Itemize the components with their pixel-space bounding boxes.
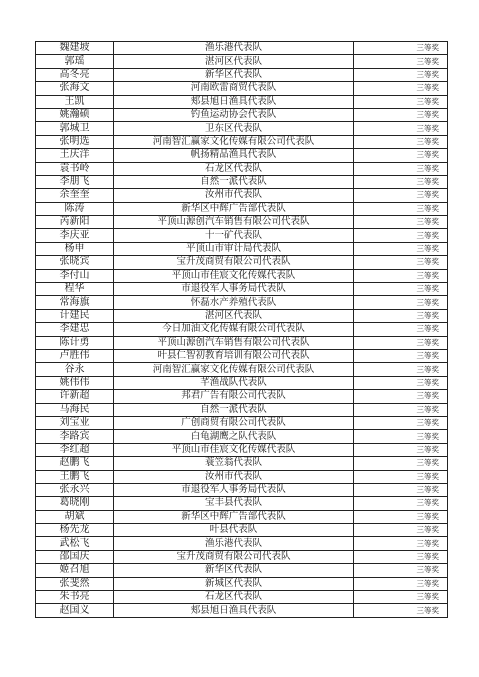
winner-name-cell: 余奎奎	[36, 189, 114, 202]
winner-name-cell: 计建民	[36, 309, 114, 322]
award-level-cell: 三等奖	[354, 216, 448, 229]
table-row	[36, 550, 448, 563]
team-name-cell: 叶县仁智初教育培训有限公司代表队	[114, 349, 354, 362]
award-level-cell: 三等奖	[354, 577, 448, 590]
team-name-cell: 宝升茂商贸有限公司代表队	[114, 256, 354, 269]
award-level-cell: 三等奖	[354, 309, 448, 322]
team-name-cell: 自然一派代表队	[114, 175, 354, 188]
award-level-cell: 三等奖	[354, 390, 448, 403]
award-level-cell: 三等奖	[354, 363, 448, 376]
award-level-cell: 三等奖	[354, 149, 448, 162]
table-row	[36, 577, 448, 590]
team-name-cell: 市退役军人事务局代表队	[114, 283, 354, 296]
award-level-cell: 三等奖	[354, 269, 448, 282]
table-row	[36, 510, 448, 523]
table-row	[36, 430, 448, 443]
table-row	[36, 175, 448, 188]
table-row	[36, 591, 448, 604]
winner-name-cell: 赵鹏飞	[36, 457, 114, 470]
team-name-cell: 新华区中辉广告部代表队	[114, 510, 354, 523]
award-level-cell: 三等奖	[354, 470, 448, 483]
winner-name-cell: 张海文	[36, 82, 114, 95]
winner-name-cell: 武松飞	[36, 537, 114, 550]
table-row	[36, 42, 448, 55]
table-row	[36, 537, 448, 550]
award-level-cell: 三等奖	[354, 497, 448, 510]
table-row	[36, 336, 448, 349]
team-name-cell: 自然一派代表队	[114, 403, 354, 416]
table-row	[36, 403, 448, 416]
winner-name-cell: 卢胜伟	[36, 349, 114, 362]
winner-name-cell: 李付山	[36, 269, 114, 282]
table-row	[36, 416, 448, 429]
team-name-cell: 郏县旭日渔具代表队	[114, 604, 354, 617]
table-row	[36, 216, 448, 229]
table-row	[36, 604, 448, 617]
winner-name-cell: 马海民	[36, 403, 114, 416]
table-row	[36, 457, 448, 470]
table-row	[36, 256, 448, 269]
award-level-cell: 三等奖	[354, 349, 448, 362]
team-name-cell: 白龟湖鹰之队代表队	[114, 430, 354, 443]
table-row	[36, 68, 448, 81]
table-row	[36, 296, 448, 309]
award-level-cell: 三等奖	[354, 202, 448, 215]
winner-name-cell: 李红超	[36, 443, 114, 456]
winner-name-cell: 李建忠	[36, 323, 114, 336]
award-level-cell: 三等奖	[354, 242, 448, 255]
winner-name-cell: 朱书亮	[36, 591, 114, 604]
winner-name-cell: 赵国义	[36, 604, 114, 617]
team-name-cell: 蓑笠翁代表队	[114, 457, 354, 470]
winner-name-cell: 芮新阳	[36, 216, 114, 229]
team-name-cell: 新华区中辉广告部代表队	[114, 202, 354, 215]
table-row	[36, 189, 448, 202]
team-name-cell: 石龙区代表队	[114, 591, 354, 604]
award-level-cell: 三等奖	[354, 256, 448, 269]
award-level-cell: 三等奖	[354, 135, 448, 148]
team-name-cell: 渔乐港代表队	[114, 42, 354, 55]
team-name-cell: 芊渔战队代表队	[114, 376, 354, 389]
award-level-cell: 三等奖	[354, 229, 448, 242]
winner-name-cell: 胡斌	[36, 510, 114, 523]
team-name-cell: 帆扬精品渔具代表队	[114, 149, 354, 162]
table-row	[36, 564, 448, 577]
table-row	[36, 55, 448, 68]
award-level-cell: 三等奖	[354, 537, 448, 550]
winner-name-cell: 王鹏飞	[36, 470, 114, 483]
table-row	[36, 269, 448, 282]
team-name-cell: 平顶山市佳宸文化传媒代表队	[114, 443, 354, 456]
award-table	[35, 41, 448, 618]
award-level-cell: 三等奖	[354, 416, 448, 429]
table-row	[36, 162, 448, 175]
team-name-cell: 宝升茂商贸有限公司代表队	[114, 550, 354, 563]
team-name-cell: 宝丰县代表队	[114, 497, 354, 510]
team-name-cell: 湛河区代表队	[114, 309, 354, 322]
winner-name-cell: 姚伟伟	[36, 376, 114, 389]
team-name-cell: 邦君广告有限公司代表队	[114, 390, 354, 403]
table-row	[36, 135, 448, 148]
table-row	[36, 108, 448, 121]
award-level-cell: 三等奖	[354, 283, 448, 296]
award-level-cell: 三等奖	[354, 550, 448, 563]
winner-name-cell: 袁书岭	[36, 162, 114, 175]
table-row	[36, 95, 448, 108]
winner-name-cell: 姬召旭	[36, 564, 114, 577]
award-level-cell: 三等奖	[354, 443, 448, 456]
table-row	[36, 363, 448, 376]
team-name-cell: 平顶山市佳宸文化传媒代表队	[114, 269, 354, 282]
award-level-cell: 三等奖	[354, 95, 448, 108]
award-level-cell: 三等奖	[354, 68, 448, 81]
table-row	[36, 202, 448, 215]
winner-name-cell: 张斐然	[36, 577, 114, 590]
table-row	[36, 483, 448, 496]
winner-name-cell: 姚瀚硕	[36, 108, 114, 121]
table-row	[36, 390, 448, 403]
award-level-cell: 三等奖	[354, 457, 448, 470]
award-level-cell: 三等奖	[354, 122, 448, 135]
table-row	[36, 82, 448, 95]
team-name-cell: 新华区代表队	[114, 564, 354, 577]
team-name-cell: 汝州市代表队	[114, 189, 354, 202]
team-name-cell: 新城区代表队	[114, 577, 354, 590]
award-level-cell: 三等奖	[354, 564, 448, 577]
winner-name-cell: 张晓宾	[36, 256, 114, 269]
award-level-cell: 三等奖	[354, 403, 448, 416]
award-level-cell: 三等奖	[354, 82, 448, 95]
team-name-cell: 平顶山源创汽车销售有限公司代表队	[114, 216, 354, 229]
winner-name-cell: 杨申	[36, 242, 114, 255]
award-level-cell: 三等奖	[354, 42, 448, 55]
table-row	[36, 242, 448, 255]
table-row	[36, 524, 448, 537]
award-level-cell: 三等奖	[354, 108, 448, 121]
table-row	[36, 229, 448, 242]
winner-name-cell: 张明选	[36, 135, 114, 148]
team-name-cell: 卫东区代表队	[114, 122, 354, 135]
winner-name-cell: 张永兴	[36, 483, 114, 496]
table-row	[36, 323, 448, 336]
award-level-cell: 三等奖	[354, 162, 448, 175]
table-row	[36, 376, 448, 389]
winner-name-cell: 王凯	[36, 95, 114, 108]
winner-name-cell: 程华	[36, 283, 114, 296]
team-name-cell: 叶县代表队	[114, 524, 354, 537]
team-name-cell: 渔乐港代表队	[114, 537, 354, 550]
award-level-cell: 三等奖	[354, 189, 448, 202]
award-level-cell: 三等奖	[354, 430, 448, 443]
team-name-cell: 郏县旭日渔具代表队	[114, 95, 354, 108]
team-name-cell: 今日加油文化传媒有限公司代表队	[114, 323, 354, 336]
winner-name-cell: 邵国庆	[36, 550, 114, 563]
award-level-cell: 三等奖	[354, 323, 448, 336]
winner-name-cell: 郭瑶	[36, 55, 114, 68]
award-table-body	[36, 42, 448, 618]
team-name-cell: 十一矿代表队	[114, 229, 354, 242]
award-level-cell: 三等奖	[354, 336, 448, 349]
team-name-cell: 湛河区代表队	[114, 55, 354, 68]
winner-name-cell: 李朋飞	[36, 175, 114, 188]
team-name-cell: 广创商贸有限公司代表队	[114, 416, 354, 429]
team-name-cell: 河南欧雷商贸代表队	[114, 82, 354, 95]
team-name-cell: 怀磊水产养殖代表队	[114, 296, 354, 309]
winner-name-cell: 谷永	[36, 363, 114, 376]
table-row	[36, 309, 448, 322]
award-level-cell: 三等奖	[354, 376, 448, 389]
winner-name-cell: 刘宝业	[36, 416, 114, 429]
table-row	[36, 497, 448, 510]
table-row	[36, 443, 448, 456]
winner-name-cell: 陈计勇	[36, 336, 114, 349]
table-row	[36, 283, 448, 296]
winner-name-cell: 郭城卫	[36, 122, 114, 135]
award-level-cell: 三等奖	[354, 296, 448, 309]
table-row	[36, 470, 448, 483]
table-row	[36, 149, 448, 162]
award-level-cell: 三等奖	[354, 55, 448, 68]
winner-name-cell: 李庆亚	[36, 229, 114, 242]
winner-name-cell: 王庆洋	[36, 149, 114, 162]
team-name-cell: 市退役军人事务局代表队	[114, 483, 354, 496]
winner-name-cell: 杨先龙	[36, 524, 114, 537]
award-level-cell: 三等奖	[354, 524, 448, 537]
winner-name-cell: 许新超	[36, 390, 114, 403]
table-row	[36, 349, 448, 362]
winner-name-cell: 高冬亮	[36, 68, 114, 81]
award-level-cell: 三等奖	[354, 604, 448, 617]
winner-name-cell: 常海旗	[36, 296, 114, 309]
team-name-cell: 钓鱼运动协会代表队	[114, 108, 354, 121]
team-name-cell: 汝州市代表队	[114, 470, 354, 483]
team-name-cell: 石龙区代表队	[114, 162, 354, 175]
team-name-cell: 新华区代表队	[114, 68, 354, 81]
winner-name-cell: 葛晓刚	[36, 497, 114, 510]
team-name-cell: 河南智汇赢家文化传媒有限公司代表队	[114, 363, 354, 376]
winner-name-cell: 李路宾	[36, 430, 114, 443]
table-row	[36, 122, 448, 135]
award-level-cell: 三等奖	[354, 591, 448, 604]
team-name-cell: 平顶山源创汽车销售有限公司代表队	[114, 336, 354, 349]
award-level-cell: 三等奖	[354, 483, 448, 496]
winner-name-cell: 魏建坡	[36, 42, 114, 55]
team-name-cell: 平顶山市审计局代表队	[114, 242, 354, 255]
winner-name-cell: 陈涛	[36, 202, 114, 215]
award-level-cell: 三等奖	[354, 175, 448, 188]
team-name-cell: 河南智汇赢家文化传媒有限公司代表队	[114, 135, 354, 148]
award-level-cell: 三等奖	[354, 510, 448, 523]
